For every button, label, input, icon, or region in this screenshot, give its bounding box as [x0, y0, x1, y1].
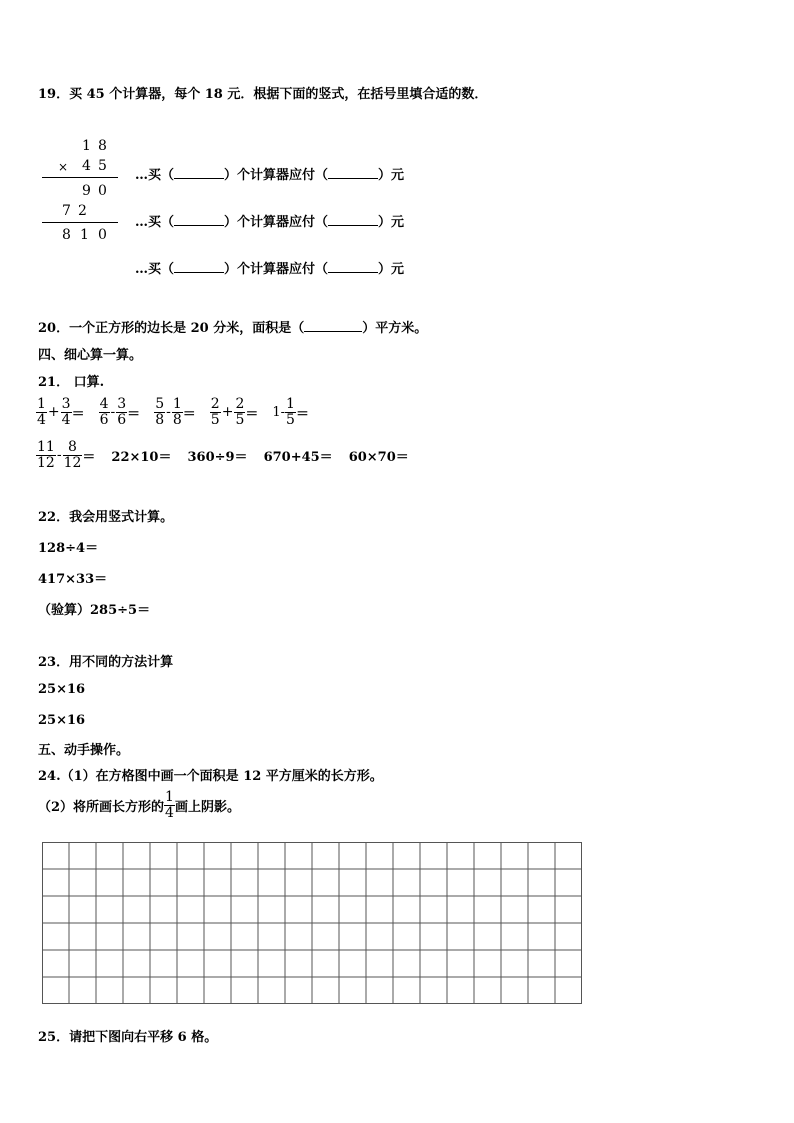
- digit: 8: [98, 138, 107, 154]
- fraction: $\frac{2}{5}$: [210, 396, 220, 428]
- fraction: $\frac{5}{8}$: [155, 396, 165, 428]
- digit: 5: [98, 158, 107, 174]
- oral-calc-item: 22×10＝: [111, 449, 172, 465]
- q22-item: 417×33＝: [38, 572, 108, 587]
- vertical-multiplication: [40, 136, 130, 246]
- fill-line-1: …买（ ）个计算器应付（ ）元: [135, 168, 405, 183]
- fraction: $\frac{4}{6}$: [99, 396, 109, 428]
- digit: 1: [82, 138, 91, 154]
- digit: 0: [98, 227, 107, 243]
- square-grid[interactable]: [42, 842, 582, 1004]
- q20-stem: 20．一个正方形的边长是 20 分米，面积是（ ）平方米。: [38, 321, 428, 336]
- calc-line: [42, 177, 118, 178]
- q19-stem: 19．买 45 个计算器，每个 18 元．根据下面的竖式，在括号里填合适的数．: [38, 87, 488, 102]
- answer-blank[interactable]: [328, 260, 378, 273]
- q22-item: （验算）285÷5＝: [38, 603, 151, 618]
- q22-stem: 22．我会用竖式计算。: [38, 510, 174, 525]
- digit: 2: [78, 203, 87, 219]
- fraction: $\frac{1}{8}$: [172, 396, 182, 428]
- answer-blank[interactable]: [174, 166, 224, 179]
- grid-svg: [42, 842, 582, 1004]
- answer-blank[interactable]: [174, 213, 224, 226]
- calc-line: [42, 222, 118, 223]
- fraction: $\frac{1}{5}$: [286, 396, 295, 428]
- fraction: $\frac{1}{4}$: [37, 396, 46, 428]
- q23-item: 25×16: [38, 682, 86, 697]
- answer-blank[interactable]: [328, 213, 378, 226]
- digit: 4: [82, 158, 91, 174]
- q24-part-1: 24.（1）在方格图中画一个面积是 12 平方厘米的长方形。: [38, 769, 383, 784]
- fill-line-2: …买（ ）个计算器应付（ ）元: [135, 215, 405, 230]
- q25-stem: 25．请把下图向右平移 6 格。: [38, 1030, 218, 1045]
- q21-row-1: $\frac{1}{4}$ + $\frac{3}{4}$ ＝ $\frac{4}{6}$ - $\frac{3}{6}$ ＝ $\frac{5}{8}$ - $\frac{1}{8}$ ＝ $\frac{2}{5}$ + $\frac{2}{5}$ ＝ 1- $\frac{1}{5}$ ＝: [37, 396, 309, 428]
- q23-stem: 23．用不同的方法计算: [38, 655, 174, 670]
- fraction: $\frac{2}{5}$: [235, 396, 245, 428]
- fraction: $\frac{8}{12}$: [63, 439, 82, 471]
- digit: 0: [98, 183, 107, 199]
- digit: 7: [62, 203, 71, 219]
- fraction: $\frac{11}{12}$: [37, 439, 55, 471]
- fraction: $\frac{1}{4}$: [165, 789, 174, 821]
- digit: 8: [62, 227, 71, 243]
- answer-blank[interactable]: [304, 319, 362, 332]
- digit: 1: [80, 227, 89, 243]
- fraction: $\frac{3}{6}$: [117, 396, 127, 428]
- multiply-sign: ×: [58, 160, 69, 174]
- answer-blank[interactable]: [328, 166, 378, 179]
- q21-row-2: $\frac{11}{12}$ - $\frac{8}{12}$ ＝ 22×10＝ 360÷9＝ 670+45＝ 60×70＝: [37, 439, 409, 471]
- digit: 9: [82, 183, 91, 199]
- section-4-heading: 四、细心算一算。: [38, 348, 143, 363]
- section-5-heading: 五、动手操作。: [38, 743, 130, 758]
- oral-calc-item: 670+45＝: [263, 449, 333, 465]
- oral-calc-item: 360÷9＝: [187, 449, 248, 465]
- answer-blank[interactable]: [174, 260, 224, 273]
- oral-calc-item: 60×70＝: [348, 449, 409, 465]
- fraction: $\frac{3}{4}$: [61, 396, 71, 428]
- q24-part-2: （2）将所画长方形的 $\frac{1}{4}$ 画上阴影。: [38, 789, 240, 821]
- q23-item: 25×16: [38, 713, 86, 728]
- fill-line-3: …买（ ）个计算器应付（ ）元: [135, 262, 405, 277]
- q22-item: 128÷4＝: [38, 541, 99, 556]
- q21-stem: 21． 口算.: [38, 375, 105, 390]
